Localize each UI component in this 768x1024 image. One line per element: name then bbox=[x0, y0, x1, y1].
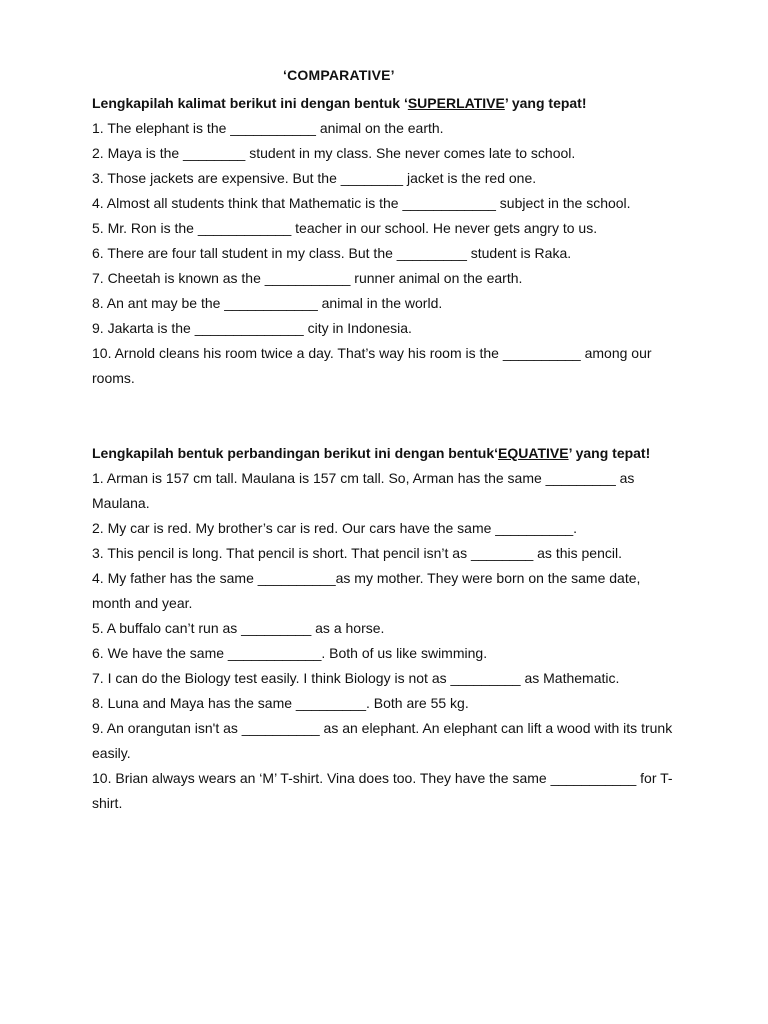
equative-item-8: 8. Luna and Maya has the same _________. Both are 55 kg. bbox=[92, 695, 469, 711]
superlative-heading bbox=[92, 91, 682, 116]
superlative-item-2: 2. Maya is the ________ student in my class. She never comes late to school. bbox=[92, 145, 576, 161]
equative-item-5: 5. A buffalo can’t run as _________ as a horse. bbox=[92, 620, 385, 636]
superlative-item-8: 8. An ant may be the ____________ animal in the world. bbox=[92, 295, 443, 311]
superlative-heading-suffix: ’ yang tepat! bbox=[504, 95, 587, 111]
equative-item-7: 7. I can do the Biology test easily. I think Biology is not as _________ as Mathematic. bbox=[92, 670, 620, 686]
equative-section bbox=[92, 441, 682, 816]
page-title: ‘COMPARATIVE’ bbox=[283, 67, 395, 83]
equative-item-2: 2. My car is red. My brother’s car is red. Our cars have the same __________. bbox=[92, 520, 578, 536]
equative-heading bbox=[92, 441, 682, 466]
superlative-item-4: 4. Almost all students think that Mathematic is the ____________ subject in the school. bbox=[92, 195, 631, 211]
equative-heading-prefix: Lengkapilah bentuk perbandingan berikut ini dengan bentuk‘ bbox=[92, 445, 499, 461]
superlative-item-3: 3. Those jackets are expensive. But the ________ jacket is the red one. bbox=[92, 170, 537, 186]
equative-item-4: 4. My father has the same __________as my mother. They were born on the same date, month and year. bbox=[92, 570, 641, 611]
equative-item-3: 3. This pencil is long. That pencil is short. That pencil isn’t as ________ as this pencil. bbox=[92, 545, 622, 561]
superlative-item-7: 7. Cheetah is known as the ___________ runner animal on the earth. bbox=[92, 270, 523, 286]
equative-item-10: 10. Brian always wears an ‘M’ T-shirt. Vina does too. They have the same ___________ for T-shirt. bbox=[92, 770, 673, 811]
superlative-item-10: 10. Arnold cleans his room twice a day. That’s way his room is the __________ among our rooms. bbox=[92, 345, 652, 386]
superlative-keyword: SUPERLATIVE bbox=[407, 95, 505, 111]
superlative-heading-prefix: Lengkapilah kalimat berikut ini dengan bentuk ‘ bbox=[92, 95, 408, 111]
superlative-item-5: 5. Mr. Ron is the ____________ teacher in our school. He never gets angry to us. bbox=[92, 220, 598, 236]
superlative-item-1: 1. The elephant is the ___________ animal on the earth. bbox=[92, 120, 444, 136]
equative-item-1: 1. Arman is 157 cm tall. Maulana is 157 cm tall. So, Arman has the same _________ as Maulana. bbox=[92, 470, 635, 511]
equative-keyword: EQUATIVE bbox=[498, 445, 569, 461]
equative-item-9: 9. An orangutan isn't as __________ as an elephant. An elephant can lift a wood with its trunk easily. bbox=[92, 720, 673, 761]
superlative-section bbox=[92, 91, 682, 391]
equative-heading-suffix: ’ yang tepat! bbox=[568, 445, 651, 461]
superlative-item-6: 6. There are four tall student in my class. But the _________ student is Raka. bbox=[92, 245, 572, 261]
equative-item-6: 6. We have the same ____________. Both of us like swimming. bbox=[92, 645, 488, 661]
superlative-item-9: 9. Jakarta is the ______________ city in Indonesia. bbox=[92, 320, 412, 336]
